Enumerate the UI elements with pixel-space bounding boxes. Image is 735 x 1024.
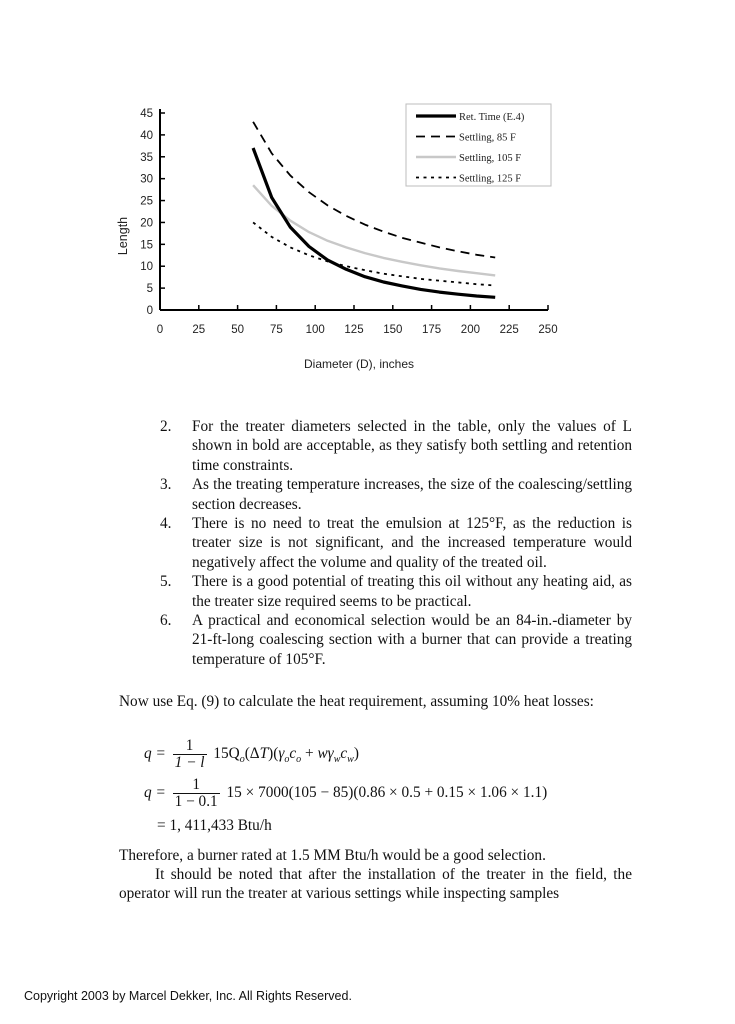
x-tick-label: 0: [156, 324, 164, 336]
x-tick-label: 175: [422, 324, 442, 336]
series-line-settling-105-f: [253, 185, 495, 275]
legend-label: Ret. Time (E.4): [459, 112, 525, 123]
x-axis-label: Diameter (D), inches: [303, 357, 415, 371]
heat-requirement-intro: Now use Eq. (9) to calculate the heat requirement, assuming 10% heat losses:: [119, 693, 594, 710]
list-item: 3. As the treating temperature increases, the size of the coalescing/settling section decreases.: [160, 476, 632, 513]
y-tick-label: 25: [140, 195, 153, 208]
eq1-rhs: 15Q: [213, 745, 240, 763]
x-tick-label: 200: [460, 324, 480, 336]
eq1-lhs: q =: [144, 745, 166, 763]
list-item: 5. There is a good potential of treating this oil without any heating aid, as the treater size required seems to be practical.: [160, 573, 632, 610]
x-tick-label: 250: [538, 324, 558, 336]
list-item: 2. For the treater diameters selected in the table, only the values of L shown in bold are acceptable, as they satisfy both settling and retention time constraints.: [160, 418, 632, 474]
eq2-rhs: 15 × 7000(105 − 85)(0.86 × 0.5 + 0.15 × 1.06 × 1.1): [226, 784, 548, 802]
therefore-paragraph: Therefore, a burner rated at 1.5 MM Btu/h would be a good selection.: [119, 847, 546, 864]
chart-legend: [406, 104, 551, 186]
y-tick-label: 40: [140, 129, 153, 142]
eq2-lhs: q =: [144, 784, 166, 802]
x-tick-label: 75: [270, 324, 283, 336]
eq1-numerator: 1: [173, 738, 207, 755]
y-tick-label: 5: [146, 283, 153, 296]
x-tick-label: 150: [383, 324, 403, 336]
y-tick-label: 30: [140, 173, 153, 186]
noted-paragraph: It should be noted that after the installation of the treater in the field, the operator will run the treater at various settings while inspecting samples: [119, 866, 632, 903]
legend-label: Settling, 105 F: [459, 153, 522, 164]
y-tick-label: 45: [140, 108, 153, 120]
length-vs-diameter-chart: [110, 96, 570, 386]
series-line-settling-125-f: [253, 222, 495, 285]
y-tick-label: 15: [140, 239, 153, 252]
y-tick-label: 35: [140, 151, 153, 164]
x-tick-label: 100: [305, 324, 325, 336]
y-tick-label: 20: [140, 217, 153, 230]
legend-label: Settling, 125 F: [459, 173, 522, 185]
x-tick-label: 125: [344, 324, 364, 336]
eq2-fraction: [173, 777, 220, 810]
legend-label: Settling, 85 F: [459, 132, 516, 144]
equation-2: [144, 777, 547, 810]
x-tick-label: 25: [192, 324, 206, 336]
eq1-fraction: [173, 738, 207, 771]
copyright-notice: Copyright 2003 by Marcel Dekker, Inc. All Rights Reserved.: [24, 989, 352, 1003]
list-item: 4. There is no need to treat the emulsion at 125°F, as the reduction is treater size is not significant, and the increased temperature would negatively affect the volume and quality of the treated oil.: [160, 515, 632, 571]
eq2-numerator: 1: [173, 777, 220, 794]
eq2-denominator: 1 − 0.1: [174, 793, 218, 810]
y-axis-label: Length: [116, 216, 130, 256]
conclusions-list: [160, 417, 632, 669]
y-tick-label: 0: [146, 305, 153, 317]
equation-3: = 1, 411,433 Btu/h: [157, 817, 272, 834]
list-item: 6. A practical and economical selection would be an 84-in.-diameter by 21-ft-long coalescing section with a burner that can provide a treating temperature of 105°F.: [160, 612, 632, 668]
x-tick-label: 50: [231, 324, 244, 336]
y-tick-label: 10: [140, 261, 153, 274]
x-tick-label: 225: [499, 324, 519, 336]
eq1-denominator: 1 − l: [174, 754, 205, 771]
equation-1: q = $\frac{1}{1 - l}$ $15Q_o(\Delta T)(\gamma_oc_o + w\gamma_wc_w)$: [144, 737, 359, 771]
